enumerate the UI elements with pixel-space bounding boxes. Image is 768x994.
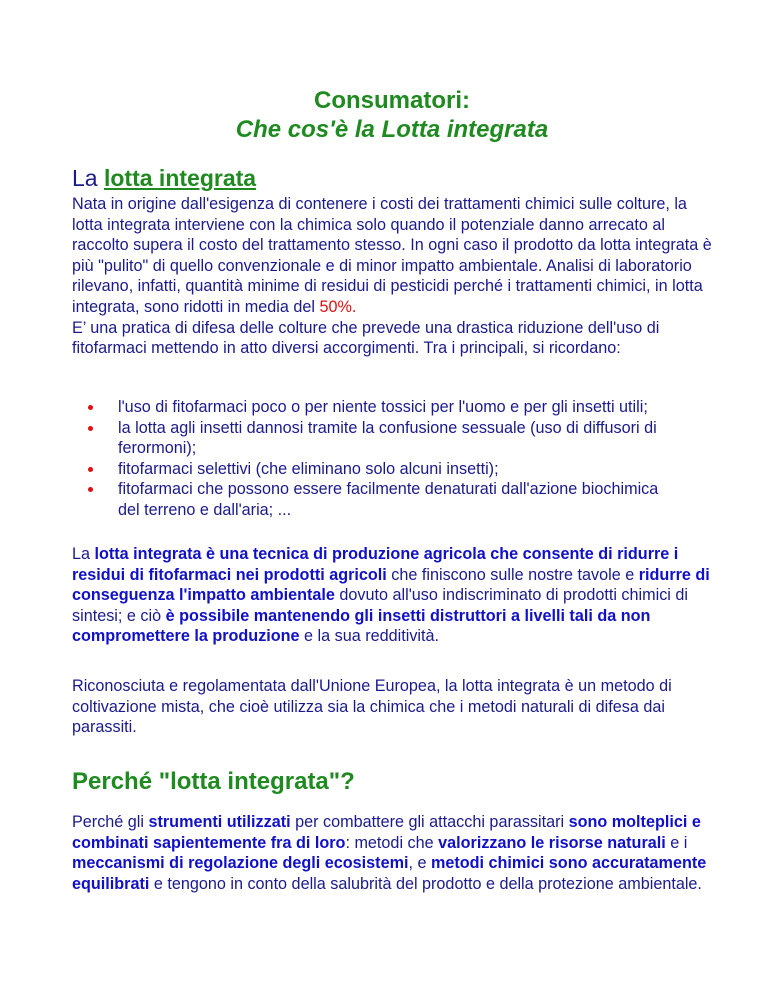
- list-item-text: fitofarmaci che possono essere facilmente denaturati dall'azione biochimica del terreno e dall'aria; ...: [118, 480, 659, 519]
- list-item: [72, 418, 678, 459]
- list-item-text: fitofarmaci selettivi (che eliminano solo alcuni insetti);: [118, 459, 499, 478]
- bullet-icon: [88, 405, 93, 410]
- perche-paragraph: [72, 812, 712, 894]
- bold-run: valorizzano le risorse naturali: [438, 833, 666, 852]
- page-subtitle: Che cos'è la Lotta integrata: [235, 116, 549, 143]
- text-run: dovuto all'uso indiscriminato di prodotti chimici di sintesi; e ciò: [72, 586, 688, 625]
- page-title: Consumatori:: [314, 87, 470, 114]
- text-run: La: [72, 545, 95, 563]
- bold-run: metodi chimici sono accuratamente equilibrati: [72, 854, 707, 893]
- bold-run: lotta integrata è una tecnica di produzione agricola che consente di ridurre i residui di fitofarmaci nei prodotti agricoli: [72, 545, 679, 584]
- text-run: , e: [408, 854, 431, 873]
- text-run: e la sua redditività.: [299, 627, 440, 646]
- list-item: [72, 397, 678, 418]
- bold-run: sono molteplici e combinati sapientemente fra di loro: [72, 813, 701, 852]
- intro-paragraph: [72, 194, 712, 359]
- definition-paragraph: [72, 544, 712, 647]
- list-item-text: la lotta agli insetti dannosi tramite la confusione sessuale (uso di diffusori di ferormoni);: [118, 418, 657, 458]
- bullet-icon: [88, 487, 93, 492]
- bold-run: è possibile mantenendo gli insetti distruttori a livelli tali da non compromettere la produzione: [72, 606, 651, 646]
- list-item-text: l'uso di fitofarmaci poco o per niente tossici per l'uomo e per gli insetti utili;: [118, 398, 648, 416]
- text-run: per combattere gli attacchi parassitari: [290, 813, 569, 831]
- bullet-icon: [88, 426, 93, 431]
- text-run: Perché gli: [72, 813, 149, 831]
- intro-text: Nata in origine dall'esigenza di contenere i costi dei trattamenti chimici sulle colture, la lotta integrata interviene con la chimica solo quando il potenziale danno arrecato al raccolto supera il costo del trattamento stesso. In ogni caso il prodotto da lotta integrata è più "pulito" di quello convenzionale e di minor impatto ambientale. Analisi di laboratorio rilevano, infatti, quantità minime di residui di pesticidi perché i trattamenti chimici, in lotta integrata, sono ridotti in media del: [72, 195, 712, 316]
- heading-underlined: lotta integrata: [103, 165, 257, 191]
- text-run: e tengono in conto della salubrità del prodotto e della protezione ambientale.: [149, 874, 702, 893]
- section-heading-lotta-integrata: [72, 164, 256, 192]
- bold-run: ridurre di conseguenza l'impatto ambientale: [72, 565, 710, 605]
- bold-run: strumenti utilizzati: [148, 813, 291, 831]
- list-item: [72, 479, 678, 520]
- measures-list: [72, 397, 712, 521]
- eu-paragraph: Riconosciuta e regolamentata dall'Unione Europea, la lotta integrata è un metodo di coltivazione mista, che cioè utilizza sia la chimica che i metodi naturali di difesa dai parassiti.: [72, 677, 672, 737]
- text-run: che finiscono sulle nostre tavole e: [386, 565, 639, 584]
- list-item: [72, 459, 678, 480]
- intro-text-2: E’ una pratica di difesa delle colture che prevede una drastica riduzione dell'uso di fitofarmaci mettendo in atto diversi accorgimenti. Tra i principali, si ricordano:: [72, 318, 660, 358]
- title-block: [72, 86, 712, 144]
- heading-prefix: La: [72, 165, 104, 191]
- section-heading-perche: Perché "lotta integrata"?: [72, 768, 355, 795]
- percentage-highlight: 50%.: [319, 297, 357, 316]
- text-run: : metodi che: [345, 833, 439, 852]
- bold-run: meccanismi di regolazione degli ecosistemi: [72, 854, 409, 873]
- bullet-icon: [88, 467, 93, 472]
- text-run: e i: [665, 833, 688, 852]
